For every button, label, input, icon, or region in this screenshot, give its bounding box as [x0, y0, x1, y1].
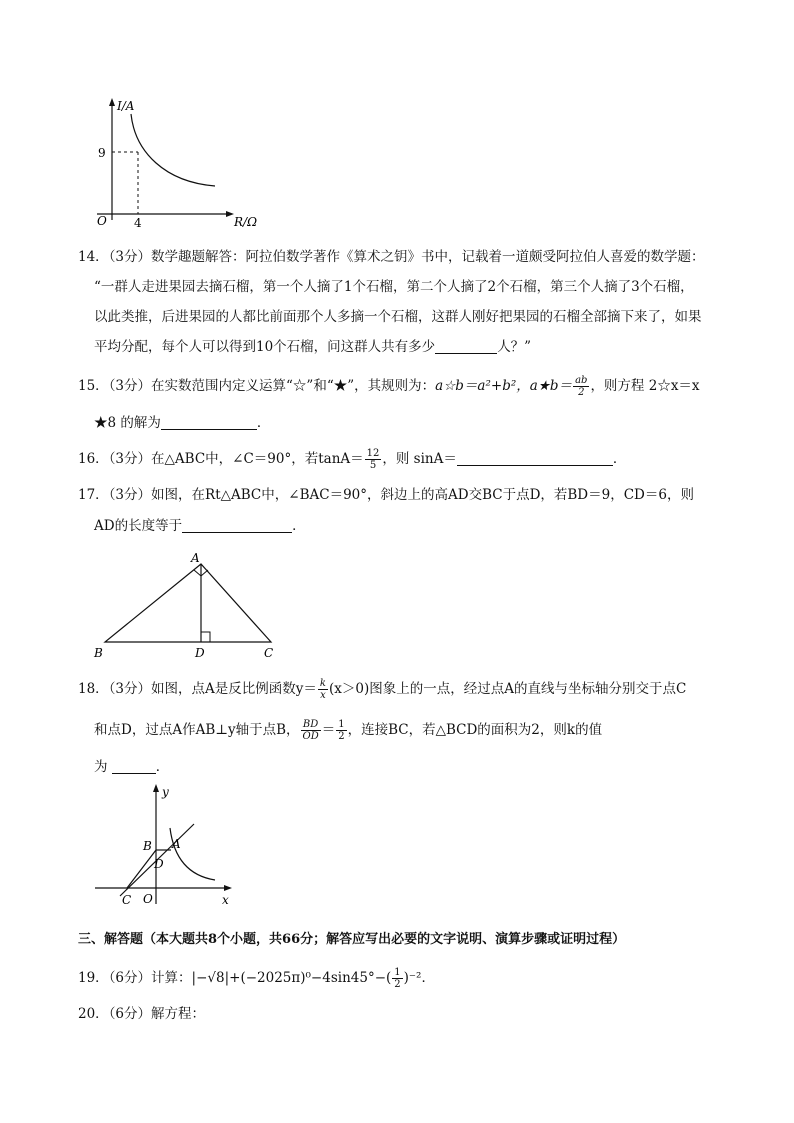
fraction-denominator: 2 [394, 979, 401, 990]
question-text: ，连接BC，若△BCD的面积为2，则k的值 [347, 722, 603, 738]
fraction-numerator: ab [575, 375, 588, 386]
point-label-a: A [172, 837, 181, 851]
fraction [392, 967, 402, 990]
fraction-numerator: 1 [394, 967, 401, 978]
x-axis-label: x [222, 893, 229, 907]
question-text: 和点D，过点A作AB⊥y轴于点B， [94, 722, 300, 738]
question-text: 解方程： [151, 1006, 206, 1022]
triangle-abc [105, 564, 271, 642]
point-label-c: C [122, 893, 132, 907]
inverse-function-graph [90, 780, 240, 910]
y-axis-arrow [153, 784, 159, 792]
question-17-line2 [94, 516, 306, 536]
hyperbola-curve [170, 828, 215, 880]
fraction [336, 719, 346, 742]
question-15-line1 [78, 373, 700, 399]
y-axis-arrow [109, 98, 115, 106]
question-number: 16． [78, 451, 109, 467]
question-text: 计算：|−√8|+(−2025π)⁰−4sin45°−( [151, 970, 392, 986]
segment-bc [127, 850, 156, 888]
question-number: 14． [78, 249, 109, 265]
question-16-line1 [78, 446, 626, 472]
math-expression: a☆b＝a²+b²，a★b＝ [435, 378, 573, 394]
question-text: ★8 的解为 [94, 415, 161, 431]
answer-blank[interactable] [112, 759, 156, 774]
question-score: （6分） [108, 970, 152, 986]
fraction [318, 678, 328, 701]
question-text: ． [612, 451, 627, 467]
x-axis-label: R/Ω [234, 215, 258, 229]
x-axis-arrow [226, 211, 234, 217]
current-resistance-graph [85, 92, 270, 232]
vertex-label-a: A [191, 551, 200, 565]
question-score: （3分） [108, 681, 152, 697]
right-angle-mark-d [201, 632, 210, 642]
question-text: 如图，点A是反比例函数y＝ [151, 681, 317, 697]
question-text: ． [155, 759, 170, 775]
hyperbola-curve [131, 114, 215, 186]
question-text: 在△ABC中，∠C＝90°，若tanA＝ [151, 451, 364, 467]
question-18-line2: 和点D，过点A作AB⊥y轴于点B， $\frac{BD}{OD}$ ＝ $\frac{1}{2}$ ，连接BC，若△BCD的面积为2，则k的值 [94, 719, 603, 742]
fraction-numerator: k [319, 678, 326, 689]
fraction-numerator: 1 [338, 719, 345, 730]
question-score: （6分） [108, 1006, 152, 1022]
question-text: ，则方程 2☆x＝x [590, 378, 700, 394]
question-14-line4 [94, 337, 531, 357]
question-score: （3分） [108, 378, 152, 394]
question-text: 如图，在Rt△ABC中，∠BAC＝90°，斜边上的高AD交BC于点D，若BD＝9，CD＝6，则 [151, 487, 694, 503]
question-text: 数学趣题解答：阿拉伯数学著作《算术之钥》书中，记载着一道颇受阿拉伯人喜爱的数学题： [151, 249, 705, 265]
answer-blank[interactable] [161, 415, 257, 430]
fraction [301, 719, 321, 742]
fraction-numerator: 12 [366, 448, 380, 459]
answer-blank[interactable] [435, 339, 497, 354]
question-score: （3分） [108, 451, 152, 467]
fraction-denominator: x [320, 690, 326, 701]
right-triangle-figure [88, 548, 288, 663]
x-axis-arrow [224, 885, 232, 891]
x-tick-label: 4 [134, 216, 142, 230]
answer-blank[interactable] [457, 451, 613, 466]
question-text: (x＞0)图象上的一点，经过点A的直线与坐标轴分别交于点C [328, 681, 687, 697]
question-text: AD的长度等于 [94, 518, 183, 534]
vertex-label-b: B [94, 646, 103, 660]
y-axis-label: y [162, 785, 169, 799]
question-text: 为 [94, 759, 108, 775]
question-text: 人？” [497, 339, 532, 355]
question-18-line3 [94, 757, 169, 777]
vertex-label-d: D [195, 646, 205, 660]
point-label-d: D [154, 857, 164, 871]
question-14-line1 [78, 247, 705, 267]
answer-blank[interactable] [182, 518, 292, 533]
vertex-label-c: C [264, 646, 274, 660]
y-axis-label: I/A [117, 99, 135, 113]
question-18-line1 [78, 676, 686, 702]
fraction-denominator: OD [302, 731, 319, 742]
question-20-line1 [78, 1004, 205, 1024]
question-number: 20． [78, 1006, 109, 1022]
question-score: （3分） [108, 249, 152, 265]
question-19-line1 [78, 965, 435, 991]
fraction-denominator: 2 [338, 731, 345, 742]
section-3-title: 三、解答题（本大题共8个小题，共66分；解答应写出必要的文字说明、演算步骤或证明过程） [78, 932, 626, 947]
origin-label: O [143, 892, 153, 906]
question-number: 17． [78, 487, 109, 503]
question-17-line1 [78, 485, 694, 505]
question-number: 18． [78, 681, 109, 697]
question-14-line3: 以此类推，后进果园的人都比前面那个人多摘一个石榴，这群人刚好把果园的石榴全部摘下来了，如果 [94, 309, 702, 325]
question-15-line2 [94, 413, 270, 433]
question-number: 15． [78, 378, 109, 394]
question-number: 19． [78, 970, 109, 986]
question-text: ． [292, 518, 306, 534]
question-text: 在实数范围内定义运算“☆”和“★”，其规则为： [151, 378, 436, 394]
fraction-denominator: 2 [578, 387, 585, 398]
point-label-b: B [143, 839, 152, 853]
question-text: ． [256, 415, 271, 431]
question-score: （3分） [108, 487, 152, 503]
question-text: 平均分配，每个人可以得到10个石榴，问这群人共有多少 [94, 339, 436, 355]
question-text: ，则 sinA＝ [382, 451, 457, 467]
origin-label: O [97, 214, 107, 228]
y-tick-label: 9 [98, 146, 106, 160]
question-14-line2: “一群人走进果园去摘石榴，第一个人摘了1个石榴，第二个人摘了2个石榴，第三个人摘了3个石榴， [94, 279, 694, 295]
fraction [365, 448, 382, 471]
fraction-numerator: BD [301, 719, 321, 731]
question-text: )⁻²． [403, 970, 435, 986]
fraction-denominator: 5 [369, 460, 377, 471]
fraction [573, 375, 589, 398]
